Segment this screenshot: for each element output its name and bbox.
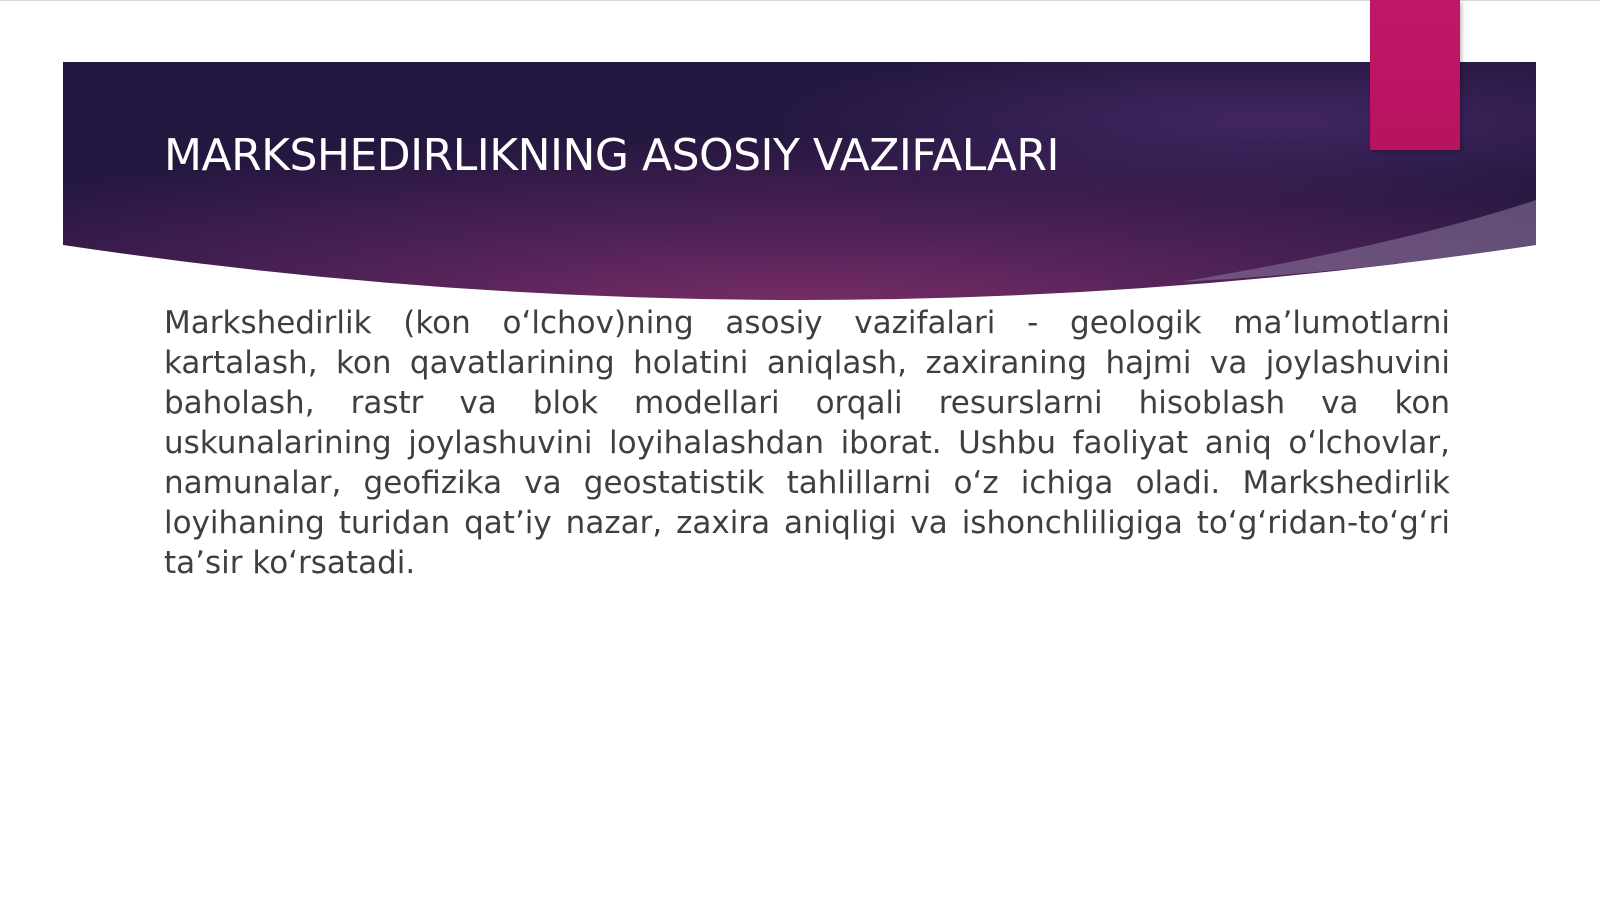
slide-title: MARKSHEDIRLIKNING ASOSIY VAZIFALARI: [164, 130, 1059, 181]
accent-tab: [1370, 0, 1460, 150]
slide-body-text: Markshedirlik (kon o‘lchov)ning asosiy vazifalari - geologik ma’lumotlarni kartalash, kon qavatlarining holatini aniqlash, zaxiraning hajmi va joylashuvini baholash, rastr va blok modellari orqali resurslarni hisoblash va kon uskunalarining joylashuvini loyihalashdan iborat. Ushbu faoliyat aniq o‘lchovlar, namunalar, geofizika va geostatistik tahlillarni o‘z ichiga oladi. Markshedirlik loyihaning turidan qat’iy nazar, zaxira aniqligi va ishonchliligiga to‘g‘ridan-to‘g‘ri ta’sir ko‘rsatadi.: [164, 305, 1450, 581]
